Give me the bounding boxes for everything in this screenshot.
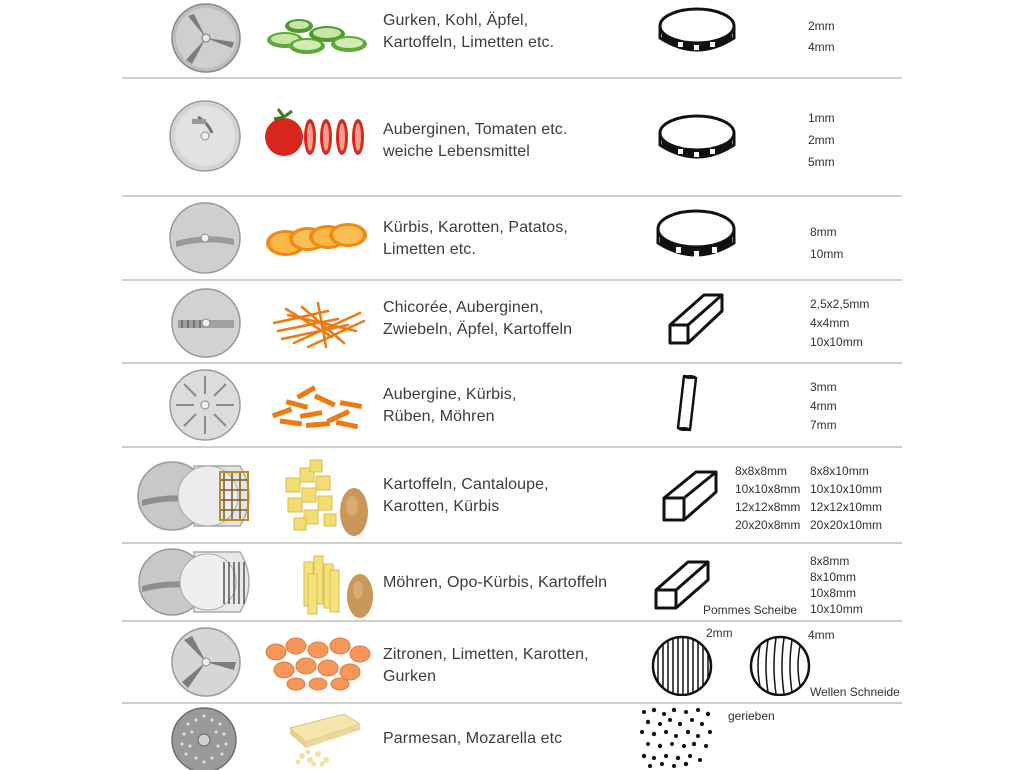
orange-slices-icon <box>264 217 370 263</box>
size-value: 10x10mm <box>810 335 863 349</box>
row-8-description <box>383 644 589 688</box>
size-value: 5mm <box>808 155 835 169</box>
description-line: Zwiebeln, Äpfel, Kartoffeln <box>383 321 573 338</box>
parmesan-grated-icon <box>284 708 364 768</box>
row-4-sizes <box>810 295 869 352</box>
description-line: Aubergine, Kürbis, <box>383 386 517 403</box>
row-7-description <box>383 572 607 594</box>
size-value: 8x8mm <box>810 554 850 568</box>
row-1 <box>0 0 1024 78</box>
carrot-grated-icon <box>266 382 370 432</box>
wave-size-a: 2mm <box>706 626 733 640</box>
grated-dots-symbol-icon <box>638 706 716 768</box>
row-2-description <box>383 119 567 163</box>
description-line: Kartoffeln, Limetten etc. <box>383 34 555 51</box>
row-5-sizes <box>810 378 837 435</box>
size-value: 7mm <box>810 418 837 432</box>
row-5 <box>0 364 1024 446</box>
size-value: 8x8x8mm <box>735 464 788 478</box>
size-value: 20x20x8mm <box>735 518 801 532</box>
cucumber-slices-icon <box>265 12 370 60</box>
size-value: 2mm <box>808 133 835 147</box>
row-7-sizes <box>810 553 863 617</box>
row-2-sizes <box>808 107 835 173</box>
row-7 <box>0 544 1024 621</box>
row-3 <box>0 197 1024 279</box>
description-line: Limetten etc. <box>383 241 476 258</box>
dicing-disc-set-icon <box>136 458 260 534</box>
size-value: 10x10x8mm <box>735 482 801 496</box>
description-line: Parmesan, Mozarella etc <box>383 730 563 747</box>
size-value: 10x10mm <box>810 602 863 616</box>
wave-slicing-disc-icon <box>170 626 242 698</box>
thick-slicing-disc-icon <box>168 201 242 275</box>
cube-stick-symbol-icon <box>660 468 720 524</box>
tomato-slices-icon <box>262 95 370 165</box>
row-9-description <box>383 728 562 750</box>
wave-cut-symbol-icon <box>648 634 718 696</box>
size-value: 10x10x10mm <box>810 482 883 496</box>
row-1-description <box>383 10 554 54</box>
row-6-sizes-right <box>810 462 882 534</box>
row-9-label: gerieben <box>728 709 775 723</box>
row-3-sizes <box>810 221 843 265</box>
wave-size-b: 4mm <box>808 628 835 642</box>
fine-grating-disc-icon <box>170 706 238 770</box>
description-line: weiche Lebensmittel <box>383 143 530 160</box>
slicing-disc-icon <box>168 99 242 173</box>
description-line: Kürbis, Karotten, Patatos, <box>383 219 568 236</box>
row-8 <box>0 622 1024 702</box>
size-value: 8x10mm <box>810 570 857 584</box>
row-5-description <box>383 384 516 428</box>
description-line: Möhren, Opo-Kürbis, Kartoffeln <box>383 574 608 591</box>
row-4-description <box>383 297 572 341</box>
row-4 <box>0 281 1024 363</box>
row-6-sizes-left <box>735 462 800 534</box>
size-value: 12x12x10mm <box>810 500 883 514</box>
thin-stick-symbol-icon <box>672 372 702 434</box>
size-value: 1mm <box>808 111 835 125</box>
potato-fries-icon <box>300 548 376 620</box>
grating-disc-icon <box>168 368 242 442</box>
size-value: 4x4mm <box>810 316 850 330</box>
wave-cut-symbol-icon <box>746 634 816 696</box>
size-value: 8mm <box>810 225 837 239</box>
fries-disc-set-icon <box>136 546 260 618</box>
potato-dice-icon <box>280 458 374 538</box>
description-line: Zitronen, Limetten, Karotten, <box>383 646 589 663</box>
description-line: Karotten, Kürbis <box>383 498 500 515</box>
size-value: 10x8mm <box>810 586 857 600</box>
description-line: Gurken, Kohl, Äpfel, <box>383 12 529 29</box>
size-value: 20x20x10mm <box>810 518 883 532</box>
slicing-disc-icon <box>170 2 242 74</box>
slice-disc-symbol-icon <box>656 4 738 62</box>
row-6-description <box>383 474 549 518</box>
row-2 <box>0 79 1024 196</box>
size-value: 4mm <box>808 40 835 54</box>
slice-disc-symbol-icon <box>654 207 738 267</box>
size-value: 4mm <box>810 399 837 413</box>
size-value: 10mm <box>810 247 844 261</box>
row-6 <box>0 448 1024 543</box>
stick-symbol-icon <box>666 291 726 347</box>
size-value: 2,5x2,5mm <box>810 297 870 311</box>
size-value: 2mm <box>808 19 835 33</box>
julienne-disc-icon <box>170 287 242 359</box>
row-7-label: Pommes Scheibe <box>703 603 798 617</box>
row-1-sizes <box>808 16 835 58</box>
carrot-julienne-icon <box>268 293 368 351</box>
wave-carrot-slices-icon <box>262 632 374 692</box>
description-line: Rüben, Möhren <box>383 408 495 425</box>
row-9 <box>0 704 1024 768</box>
slice-disc-symbol-icon <box>656 111 738 169</box>
size-value: 12x12x8mm <box>735 500 801 514</box>
description-line: Kartoffeln, Cantaloupe, <box>383 476 549 493</box>
size-value: 3mm <box>810 380 837 394</box>
description-line: Auberginen, Tomaten etc. <box>383 121 568 138</box>
description-line: Gurken <box>383 668 437 685</box>
row-8-label: Wellen Schneide <box>810 685 900 699</box>
description-line: Chicorée, Auberginen, <box>383 299 544 316</box>
row-3-description <box>383 217 568 261</box>
size-value: 8x8x10mm <box>810 464 869 478</box>
